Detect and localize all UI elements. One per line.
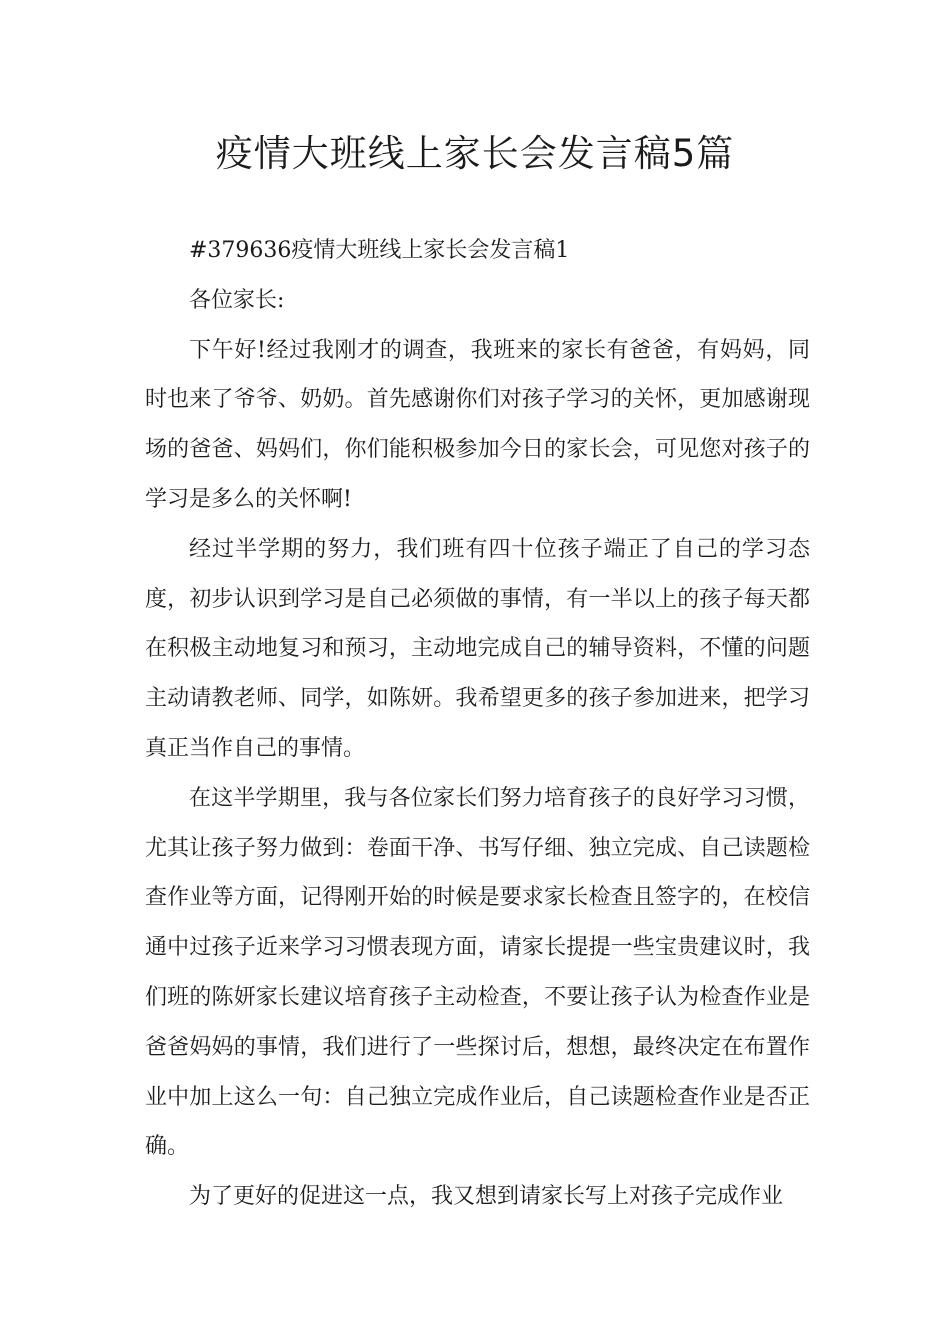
paragraph-habits: 在这半学期里，我与各位家长们努力培育孩子的良好学习习惯，尤其让孩子努力做到：卷面干净、书写仔细、独立完成、自己读题检查作业等方面，记得刚开始的时候是要求家长检查且签字的，在校信通中过孩子近来学习习惯表现方面，请家长提提一些宝贵建议时，我们班的陈妍家长建议培育孩子主动检查，不要让孩子认为检查作业是爸爸妈妈的事情，我们进行了一些探讨后，想想，最终决定在布置作业中加上这么一句：自己独立完成作业后，自己读题检查作业是否正确。 [145,785,810,1160]
paragraph-progress: 经过半学期的努力，我们班有四十位孩子端正了自己的学习态度，初步认识到学习是自己必须做的事情，有一半以上的孩子每天都在积极主动地复习和预习，主动地完成自己的辅导资料，不懂的问题主动请教老师、同学，如陈妍。我希望更多的孩子参加进来，把学习真正当作自己的事情。 [145,536,810,761]
paragraph-heading-1: #379636疫情大班线上家长会发言稿1 [189,238,570,263]
document-title: 疫情大班线上家长会发言稿5篇 [215,132,735,175]
document-body [145,226,810,1222]
paragraph-continued: 为了更好的促进这一点，我又想到请家长写上对孩子完成作业 [189,1184,784,1210]
paragraph-salutation: 各位家长: [189,287,285,313]
paragraph-greeting: 下午好!经过我刚才的调查，我班来的家长有爸爸，有妈妈，同时也来了爷爷、奶奶。首先感谢你们对孩子学习的关怀，更加感谢现场的爸爸、妈妈们，你们能积极参加今日的家长会，可见您对孩子的学习是多么的关怀啊! [145,337,810,512]
